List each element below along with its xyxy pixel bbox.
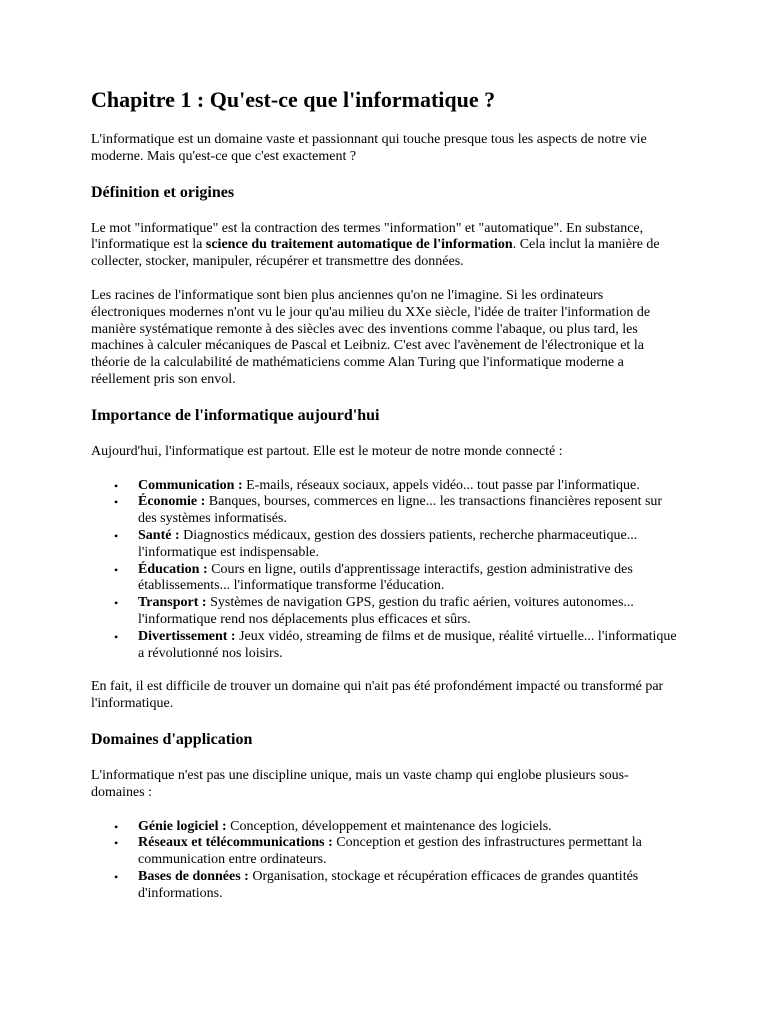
list-item-text: Diagnostics médicaux, gestion des dossiers patients, recherche pharmaceutique... l'informatique est indispensable. [138,527,638,560]
bullet-icon: • [114,869,119,884]
list-item [114,818,681,836]
section-heading-importance: Importance de l'informatique aujourd'hui [91,406,380,424]
list-item-label: Communication : [138,477,243,493]
document-page [91,86,681,920]
list-item-label: Économie : [138,494,206,510]
importance-list [91,478,681,663]
bullet-icon: • [114,836,119,851]
bullet-icon: • [114,629,119,644]
list-item-text: Organisation, stockage et récupération efficaces de grandes quantités d'informations. [138,868,639,901]
list-item [114,835,681,869]
bullet-icon: • [114,562,119,577]
bullet-icon: • [114,596,119,611]
definition-text-start: Le mot "informatique" est la contraction des termes "information" et "automatique". En substance, l'informatique est la [91,220,644,253]
importance-intro: Aujourd'hui, l'informatique est partout. Elle est le moteur de notre monde connecté : [91,443,563,459]
list-item-label: Éducation : [138,561,208,577]
list-item-text: Jeux vidéo, streaming de films et de musique, réalité virtuelle... l'informatique a révolutionné nos loisirs. [138,628,677,661]
bullet-icon: • [114,528,119,543]
list-item [114,527,681,562]
section-heading-definition: Définition et origines [91,183,235,201]
list-item-text: Systèmes de navigation GPS, gestion du trafic aérien, voitures autonomes... l'informatique rend nos déplacements plus efficaces et sûrs. [138,595,634,627]
list-item-text: Conception et gestion des infrastructures permettant la communication entre ordinateurs. [138,835,642,868]
bullet-icon: • [114,819,119,834]
domains-list [91,819,681,903]
list-item-label: Santé : [138,527,180,543]
list-item [114,561,681,596]
list-item-label: Bases de données : [138,868,249,884]
list-item-label: Réseaux et télécommunications : [138,835,333,851]
list-item-text: Cours en ligne, outils d'apprentissage interactifs, gestion administrative des établissements... l'informatique transforme l'éducation. [138,561,633,594]
definition-text-end: . Cela inclut la manière de collecter, stocker, manipuler, récupérer et transmettre des données. [91,237,660,270]
list-item [114,494,681,528]
list-item-label: Génie logiciel : [138,818,227,834]
origins-paragraph: Les racines de l'informatique sont bien plus anciennes qu'on ne l'imagine. Si les ordinateurs électroniques modernes n'ont vu le jour qu'au milieu du XXe siècle, l'idée de traiter l'information de manière systématique remonte à des siècles avec des inventions comme l'abaque, ou plus tard, les machines à calculer mécaniques de Pascal et Leibniz. C'est avec l'avènement de l'électronique et la théorie de la calculabilité de mathématiciens comme Alan Turing que l'informatique moderne a réellement pris son envol. [91,287,651,387]
list-item-label: Transport : [138,595,207,611]
bullet-icon: • [114,478,119,493]
definition-bold-text: science du traitement automatique de l'information [205,237,513,253]
chapter-title: Chapitre 1 : Qu'est-ce que l'informatique ? [91,87,496,112]
definition-paragraph [91,221,681,271]
domains-intro: L'informatique n'est pas une discipline unique, mais un vaste champ qui englobe plusieurs sous-domaines : [91,767,629,800]
list-item [114,477,681,495]
importance-conclusion: En fait, il est difficile de trouver un domaine qui n'ait pas été profondément impacté ou transformé par l'informatique. [91,679,664,712]
list-item-text: Conception, développement et maintenance des logiciels. [226,818,552,834]
section-heading-domains: Domaines d'application [91,730,253,748]
list-item [114,595,681,629]
bullet-icon: • [114,495,119,510]
list-item [114,628,681,663]
list-item [114,868,681,903]
list-item-text: E-mails, réseaux sociaux, appels vidéo... tout passe par l'informatique. [242,477,640,493]
list-item-label: Divertissement : [138,628,236,644]
intro-paragraph: L'informatique est un domaine vaste et passionnant qui touche presque tous les aspects de notre vie moderne. Mais qu'est-ce que c'est exactement ? [91,132,647,164]
list-item-text: Banques, bourses, commerces en ligne... les transactions financières reposent sur des systèmes informatisés. [138,494,663,527]
